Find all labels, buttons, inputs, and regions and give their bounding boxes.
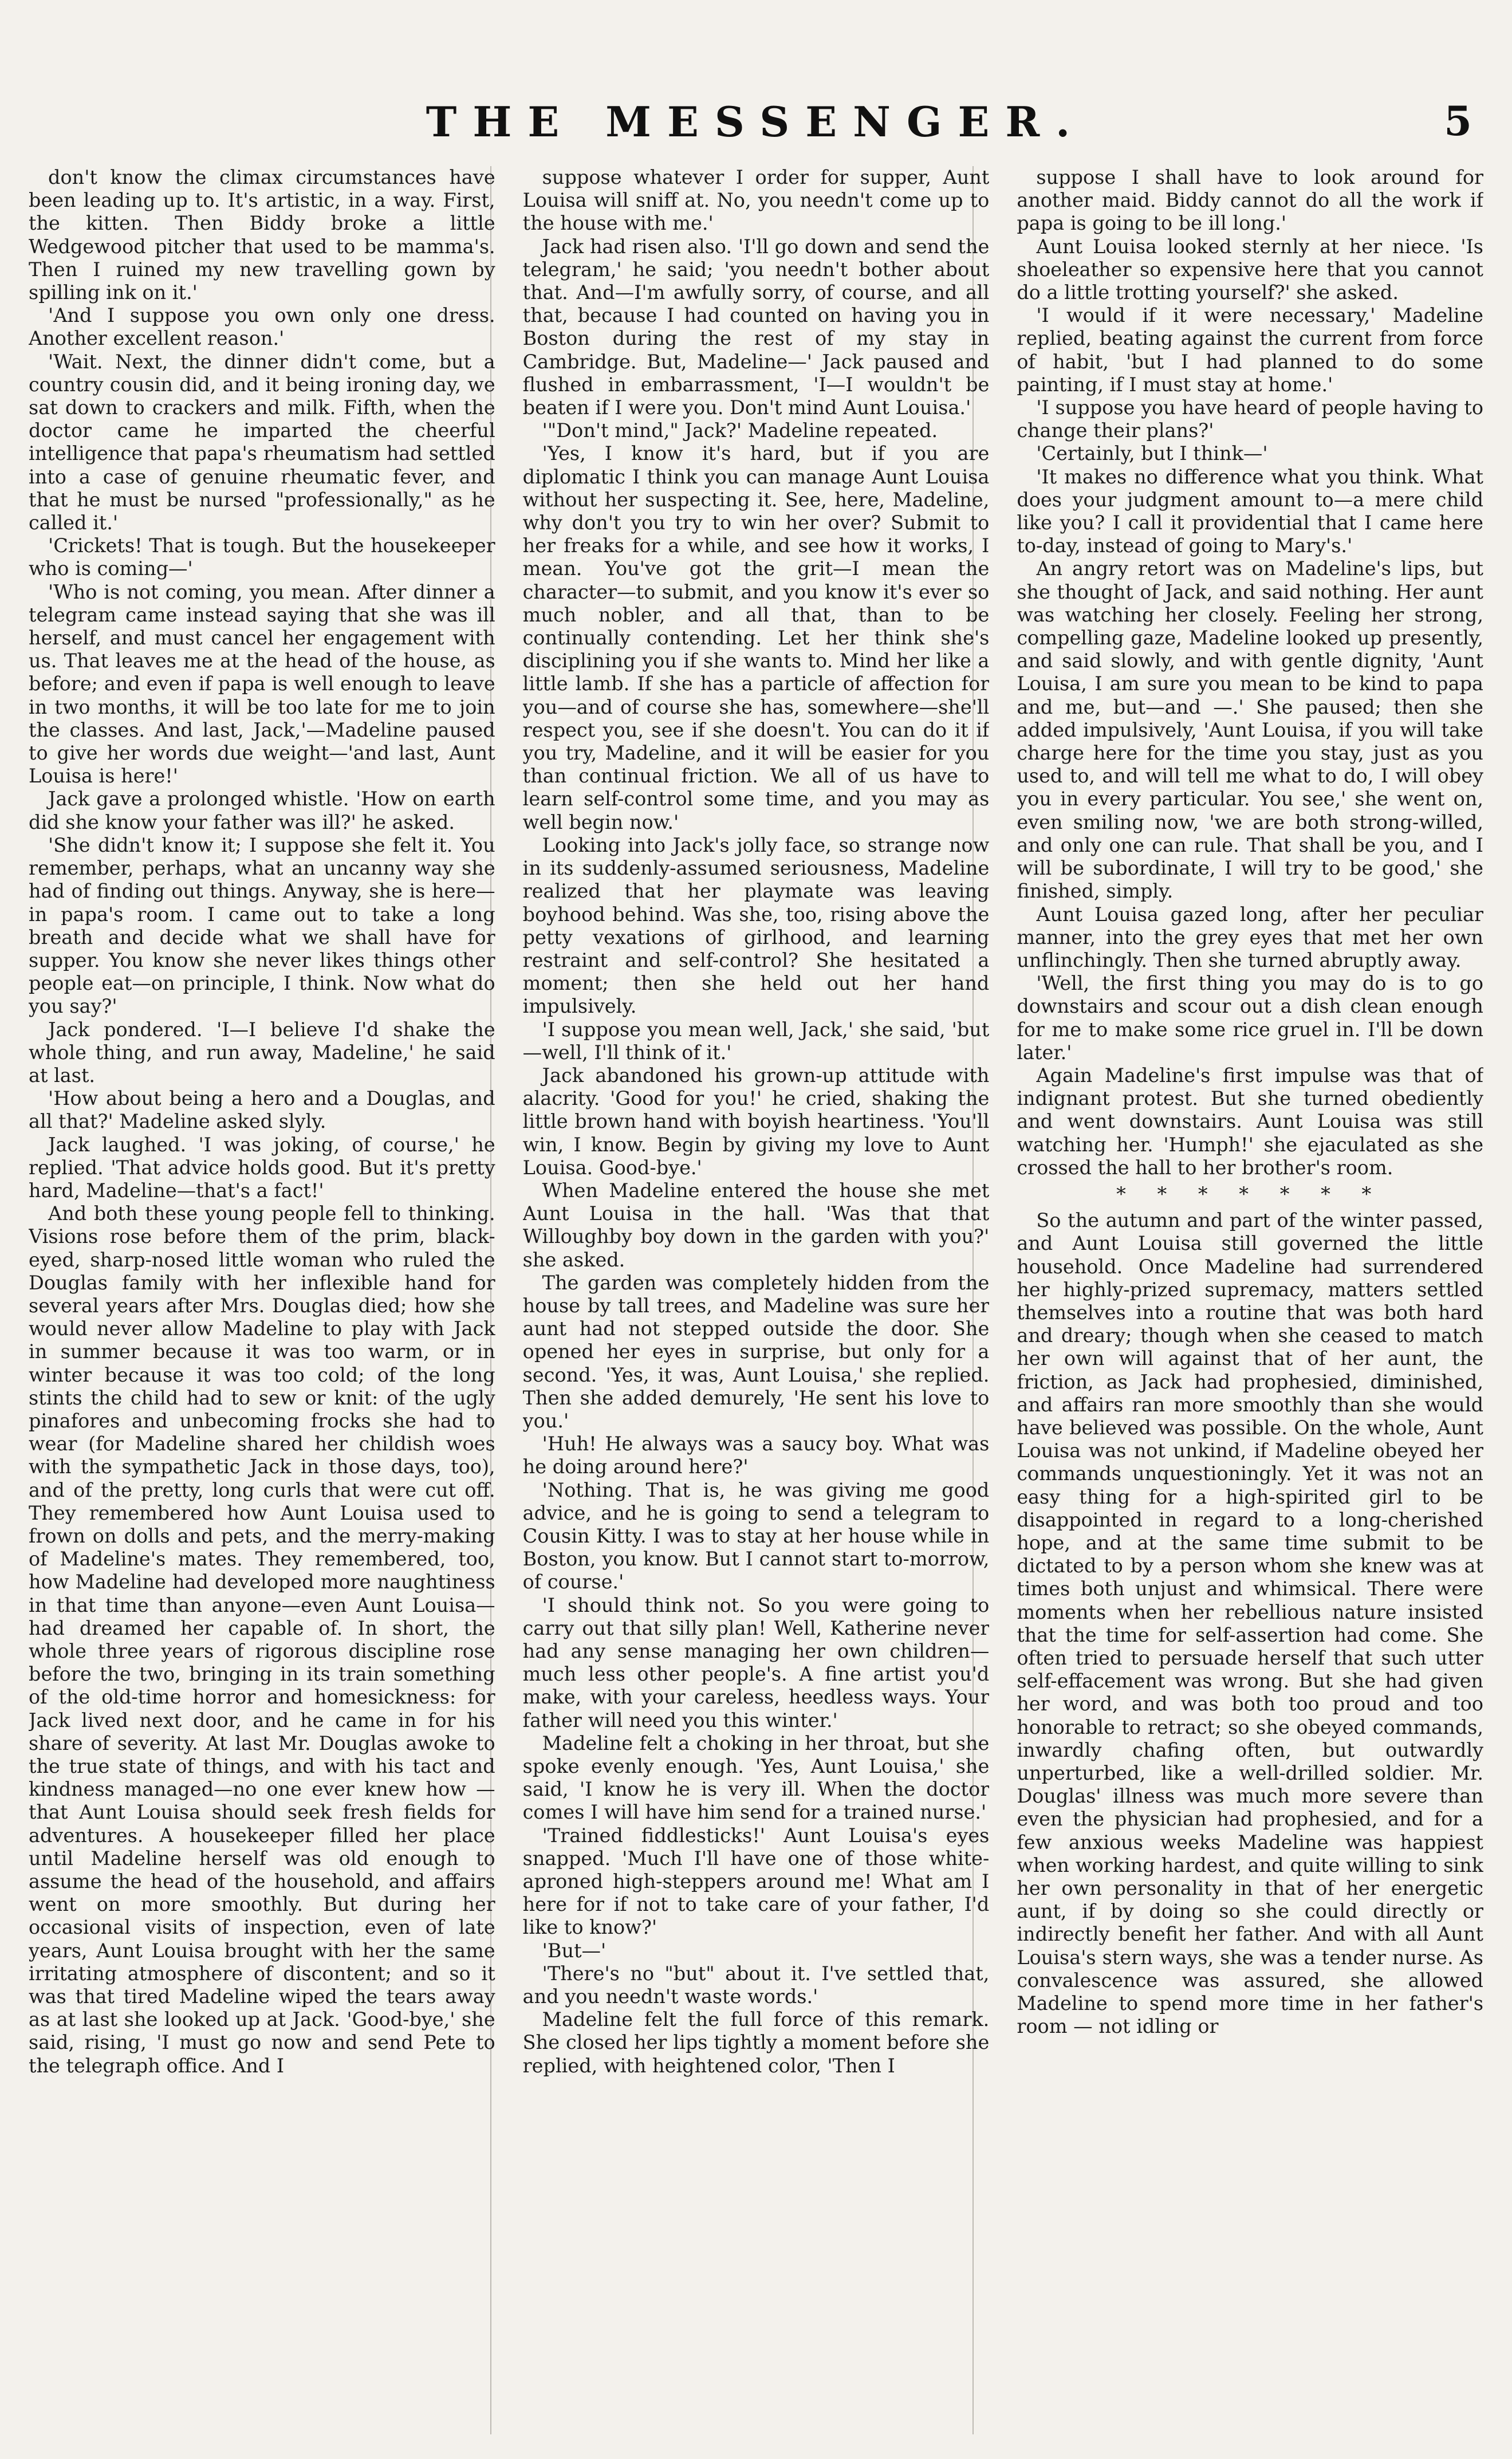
page-number: 5: [1444, 97, 1472, 145]
paragraph: 'Who is not coming, you mean. After dinner a telegram came instead saying that she was ill herself, and must cancel her engagement with us. That leaves me at the head of the house, as before; and even if papa is well enough to leave in two months, it will be too late for me to join the classes. And last, Jack,'—Madeline paused to give her words due weight—'and last, Aunt Louisa is here!': [29, 580, 495, 788]
paragraph: 'And I suppose you own only one dress. Another excellent reason.': [29, 304, 495, 350]
paragraph: 'It makes no difference what you think. What does your judgment amount to—a mere child like you? I call it providential that I came here to-day, instead of going to Mary's.': [1017, 465, 1484, 557]
paragraph: 'Certainly, but I think—': [1036, 442, 1268, 465]
paragraph: Again Madeline's first impulse was that of indignant protest. But she turned obediently and went downstairs. Aunt Louisa was still watching her. 'Humph!' she ejaculated as she crossed the hall to her brother's room.: [1017, 1064, 1484, 1179]
paragraph: Madeline felt the full force of this remark. She closed her lips tightly a moment before she replied, with heightened color, 'Then I: [522, 2008, 990, 2077]
paragraph: suppose I shall have to look around for another maid. Biddy cannot do all the work if papa is going to be ill long.': [1017, 166, 1484, 235]
paragraph: So the autumn and part of the winter passed, and Aunt Louisa still governed the little household. Once Madeline had surrendered her highly-prized supremacy, matters settled themselves into a routine that was both hard and dreary; though when she ceased to match her own will against that of her aunt, the friction, as Jack had prophesied, diminished, and affairs ran more smoothly than she would have believed was possible. On the whole, Aunt Louisa was not unkind, if Madeline obeyed her commands unquestioningly. Yet it was not an easy thing for a high-spirited girl to be disappointed in regard to a long-cherished hope, and at the same time submit to be dictated to by a person whom she knew was at times both unjust and whimsical. There were moments when her rebellious nature insisted that the time for self-assertion had come. She often tried to persuade herself that such utter self-effacement was wrong. But she had given her word, and was both too proud and too honorable to retract; so she obeyed commands, inwardly chafing often, but outwardly unperturbed, like a well-drilled soldier. Mr. Douglas' illness was much more severe than even the physician had prophesied, and for a few anxious weeks Madeline was happiest when working hardest, and quite willing to sink her own personality in that of her energetic aunt, if by doing so she could directly or indirectly benefit her father. And with all Aunt Louisa's stern ways, she was a tender nurse. As convalescence was assured, she allowed Madeline to spend more time in her father's room — not idling or: [1017, 1209, 1484, 2038]
paragraph: 'But—': [542, 1939, 607, 1962]
paragraph: Jack had risen also. 'I'll go down and send the telegram,' he said; 'you needn't bother about that. And—I'm awfully sorry, of course, and all that, because I had counted on having you in Boston during the rest of my stay in Cambridge. But, Madeline—' Jack paused and flushed in embarrassment, 'I—I wouldn't be beaten if I were you. Don't mind Aunt Louisa.': [522, 235, 990, 419]
masthead: [0, 97, 1512, 149]
text-columns: [29, 166, 1483, 2434]
paragraph: suppose whatever I order for supper, Aunt Louisa will sniff at. No, you needn't come up to the house with me.': [522, 166, 990, 235]
column-2: [523, 166, 990, 2434]
paragraph: '"Don't mind," Jack?' Madeline repeated.: [542, 419, 938, 442]
paragraph: 'Well, the first thing you may do is to go downstairs and scour out a dish clean enough for me to make some rice gruel in. I'll be down later.': [1017, 972, 1484, 1064]
paragraph: 'Huh! He always was a saucy boy. What was he doing around here?': [522, 1433, 990, 1478]
paragraph: An angry retort was on Madeline's lips, but she thought of Jack, and said nothing. Her aunt was watching her closely. Feeling her strong, compelling gaze, Madeline looked up presently, and said slowly, and with gentle dignity, 'Aunt Louisa, I am sure you mean to be kind to papa and me, but—and —.' She paused; then she added impulsively, 'Aunt Louisa, if you will take charge here for the time you stay, just as you used to, and will tell me what to do, I will obey you in every particular. You see,' she went on, even smiling now, 'we are both strong-willed, and only one can rule. That shall be you, and I will be subordinate, I will try to be good,' she finished, simply.: [1017, 557, 1484, 903]
paragraph: 'There's no "but" about it. I've settled that, and you needn't waste words.': [522, 1962, 990, 2008]
paragraph: 'Trained fiddlesticks!' Aunt Louisa's eyes snapped. 'Much I'll have one of those white-aproned high-steppers around me! What am I here for if not to take care of your father, I'd like to know?': [522, 1824, 990, 1939]
paragraph: Madeline felt a choking in her throat, but she spoke evenly enough. 'Yes, Aunt Louisa,' she said, 'I know he is very ill. When the doctor comes I will have him send for a trained nurse.': [522, 1732, 990, 1824]
paragraph: don't know the climax circumstances have been leading up to. It's artistic, in a way. First, the kitten. Then Biddy broke a little Wedgewood pitcher that used to be mamma's. Then I ruined my new travelling gown by spilling ink on it.': [29, 166, 495, 304]
paragraph: Jack laughed. 'I was joking, of course,' he replied. 'That advice holds good. But it's pretty hard, Madeline—that's a fact!': [29, 1133, 495, 1202]
paragraph: * * * * * * *: [1116, 1182, 1384, 1205]
paragraph: 'She didn't know it; I suppose she felt it. You remember, perhaps, what an uncanny way she had of finding out things. Anyway, she is here—in papa's room. I came out to take a long breath and decide what we shall have for supper. You know she never likes things other people eat—on principle, I think. Now what do you say?': [29, 833, 495, 1018]
paragraph: Looking into Jack's jolly face, so strange now in its suddenly-assumed seriousness, Madeline realized that her playmate was leaving boyhood behind. Was she, too, rising above the petty vexations of girlhood, and learning restraint and self-control? She hesitated a moment; then she held out her hand impulsively.: [522, 833, 990, 1018]
paragraph: Aunt Louisa looked sternly at her niece. 'Is shoeleather so expensive here that you cannot do a little trotting yourself?' she asked.: [1017, 235, 1484, 304]
paragraph: When Madeline entered the house she met Aunt Louisa in the hall. 'Was that that Willoughby boy down in the garden with you?' she asked.: [522, 1179, 990, 1271]
paragraph: 'Yes, I know it's hard, but if you are diplomatic I think you can manage Aunt Louisa without her suspecting it. See, here, Madeline, why don't you try to win her over? Submit to her freaks for a while, and see how it works, I mean. You've got the grit—I mean the character—to submit, and you know it's ever so much nobler, and all that, than to be continually contending. Let her think she's disciplining you if she wants to. Mind her like a little lamb. If she has a particle of affection for you—and of course she has, somewhere—she'll respect you, see if she doesn't. You can do it if you try, Madeline, and it will be easier for you than continual friction. We all of us have to learn self-control some time, and you may as well begin now.': [522, 442, 990, 833]
column-3: [1017, 166, 1483, 2434]
paragraph: 'How about being a hero and a Douglas, and all that?' Madeline asked slyly.: [29, 1087, 495, 1133]
paragraph: 'I would if it were necessary,' Madeline replied, beating against the current from force of habit, 'but I had planned to do some painting, if I must stay at home.': [1017, 304, 1484, 396]
paragraph: 'I suppose you mean well, Jack,' she said, 'but—well, I'll think of it.': [522, 1018, 990, 1064]
paragraph: Aunt Louisa gazed long, after her peculiar manner, into the grey eyes that met her own unflinchingly. Then she turned abruptly away.: [1017, 903, 1484, 971]
publication-title: THE MESSENGER.: [426, 97, 1086, 146]
paragraph: 'Nothing. That is, he was giving me good advice, and he is going to send a telegram to Cousin Kitty. I was to stay at her house while in Boston, you know. But I cannot start to-morrow, of course.': [522, 1478, 990, 1594]
column-1: [29, 166, 495, 2434]
paragraph: 'Wait. Next, the dinner didn't come, but a country cousin did, and it being ironing day, we sat down to crackers and milk. Fifth, when the doctor came he imparted the cheerful intelligence that papa's rheumatism had settled into a case of genuine rheumatic fever, and that he must be nursed "professionally," as he called it.': [29, 350, 495, 534]
paragraph: 'Crickets! That is tough. But the housekeeper who is coming—': [29, 534, 495, 580]
paragraph: The garden was completely hidden from the house by tall trees, and Madeline was sure her aunt had not stepped outside the door. She opened her eyes in surprise, but only for a second. 'Yes, it was, Aunt Louisa,' she replied. Then she added demurely, 'He sent his love to you.': [522, 1271, 990, 1432]
paragraph: 'I suppose you have heard of people having to change their plans?': [1017, 396, 1484, 442]
paragraph: Jack abandoned his grown-up attitude with alacrity. 'Good for you!' he cried, shaking the little brown hand with boyish heartiness. 'You'll win, I know. Begin by giving my love to Aunt Louisa. Good-bye.': [522, 1064, 990, 1179]
paragraph: And both these young people fell to thinking. Visions rose before them of the prim, black-eyed, sharp-nosed little woman who ruled the Douglas family with her inflexible hand for several years after Mrs. Douglas died; how she would never allow Madeline to play with Jack in summer because it was too warm, or in winter because it was too cold; of the long stints the child had to sew or knit: of the ugly pinafores and unbecoming frocks she had to wear (for Madeline shared her childish woes with the sympathetic Jack in those days, too), and of the pretty, long curls that were cut off. They remembered how Aunt Louisa used to frown on dolls and pets, and the merry-making of Madeline's mates. They remembered, too, how Madeline had developed more naughtiness in that time than anyone—even Aunt Louisa—had dreamed her capable of. In short, the whole three years of rigorous discipline rose before the two, bringing in its train something of the old-time horror and homesickness: for Jack lived next door, and he came in for his share of severity. At last Mr. Douglas awoke to the true state of things, and with his tact and kindness managed—no one ever knew how — that Aunt Louisa should seek fresh fields for adventures. A housekeeper filled her place until Madeline herself was old enough to assume the head of the household, and affairs went on more smoothly. But during her occasional visits of inspection, even of late years, Aunt Louisa brought with her the same irritating atmosphere of discontent; and so it was that tired Madeline wiped the tears away as at last she looked up at Jack. 'Good-bye,' she said, rising, 'I must go now and send Pete to the telegraph office. And I: [29, 1202, 495, 2077]
paragraph: Jack gave a prolonged whistle. 'How on earth did she know your father was ill?' he asked.: [29, 788, 495, 833]
paragraph: 'I should think not. So you were going to carry out that silly plan! Well, Katherine never had any sense managing her own children—much less other people's. A fine artist you'd make, with your careless, heedless ways. Your father will need you this winter.': [522, 1594, 990, 1732]
paragraph: Jack pondered. 'I—I believe I'd shake the whole thing, and run away, Madeline,' he said at last.: [29, 1018, 495, 1087]
